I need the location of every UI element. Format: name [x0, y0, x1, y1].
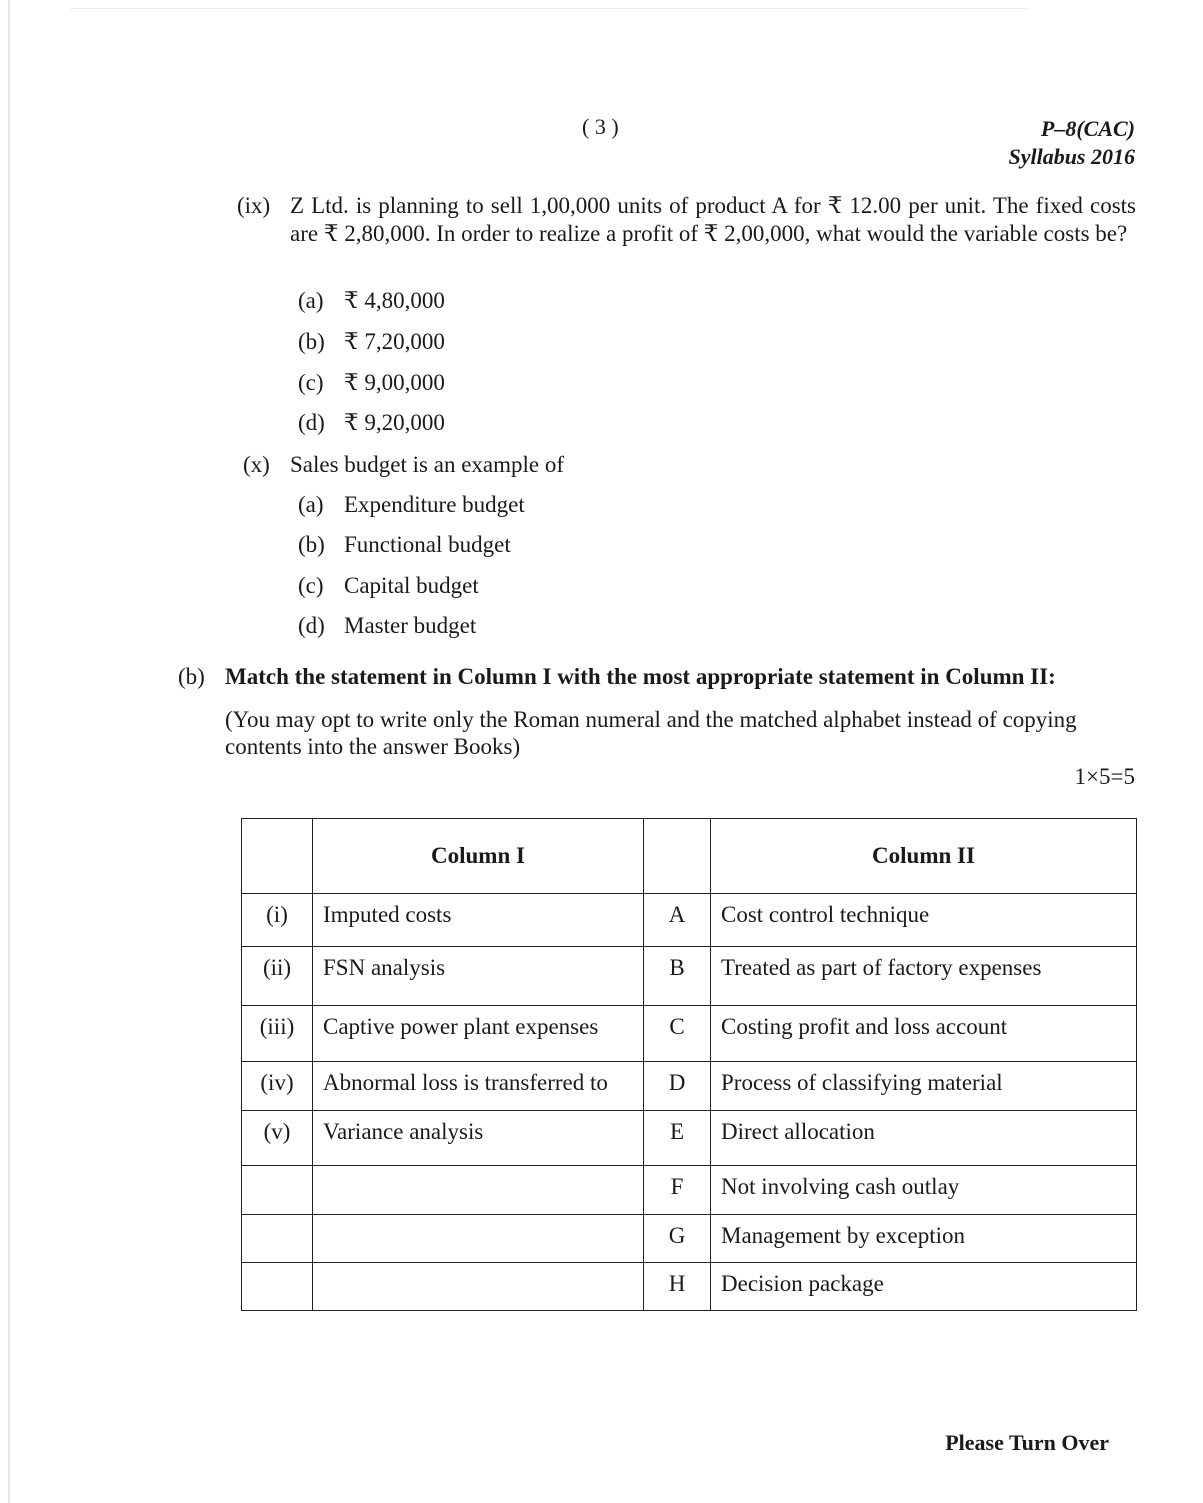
column-i-cell — [313, 1215, 644, 1263]
option-label: (d) — [298, 613, 325, 638]
please-turn-over: Please Turn Over — [945, 1430, 1109, 1455]
option-label: (d) — [298, 410, 325, 435]
table-row — [242, 1006, 1137, 1062]
column-ii-cell: Cost control technique — [711, 894, 1137, 947]
option — [298, 572, 479, 600]
row-letter: C — [644, 1006, 711, 1062]
option-text: ₹ 9,20,000 — [344, 410, 445, 435]
section-title: Match the statement in Column I with the most appropriate statement in Column II: — [225, 664, 1056, 689]
option-label: (c) — [298, 370, 324, 395]
option — [298, 491, 525, 519]
option-text: Functional budget — [344, 532, 511, 557]
syllabus-label: Syllabus 2016 — [1008, 144, 1135, 169]
column-ii-cell: Process of classifying material — [711, 1062, 1137, 1111]
row-numeral — [242, 1166, 313, 1215]
column-i-cell: Abnormal loss is transferred to — [313, 1062, 644, 1111]
column-ii-cell: Management by exception — [711, 1215, 1137, 1263]
row-letter: F — [644, 1166, 711, 1215]
table-row — [242, 1215, 1137, 1263]
scan-top-line — [70, 8, 1030, 9]
row-numeral: (i) — [242, 894, 313, 947]
paper-code: P–8(CAC) — [1040, 116, 1135, 141]
option-label: (a) — [298, 288, 324, 313]
row-numeral — [242, 1215, 313, 1263]
page-number: ( 3 ) — [582, 114, 619, 139]
question-text: Sales budget is an example of — [290, 452, 565, 477]
marks-label: 1×5=5 — [1074, 764, 1135, 789]
row-numeral: (iv) — [242, 1062, 313, 1111]
row-letter: A — [644, 894, 711, 947]
column-i-cell: Variance analysis — [313, 1111, 644, 1166]
column-i-header: Column I — [313, 819, 644, 894]
paper-code-block — [1008, 115, 1135, 171]
column-ii-cell: Costing profit and loss account — [711, 1006, 1137, 1062]
table-row — [242, 1111, 1137, 1166]
row-letter: D — [644, 1062, 711, 1111]
column-i-cell — [313, 1263, 644, 1311]
row-numeral: (ii) — [242, 947, 313, 1006]
column-i-cell — [313, 1166, 644, 1215]
column-i-cell: Imputed costs — [313, 894, 644, 947]
match-table — [241, 818, 1137, 1311]
option-text: Capital budget — [344, 573, 479, 598]
option-text: Expenditure budget — [344, 492, 525, 517]
row-letter: E — [644, 1111, 711, 1166]
option-label: (a) — [298, 492, 324, 517]
table-row — [242, 1166, 1137, 1215]
table-row — [242, 1062, 1137, 1111]
question-number: (x) — [243, 452, 270, 477]
table-row — [242, 1263, 1137, 1311]
option-text: ₹ 9,00,000 — [344, 370, 445, 395]
option-text: Master budget — [344, 613, 477, 638]
row-letter: H — [644, 1263, 711, 1311]
row-numeral: (v) — [242, 1111, 313, 1166]
scan-edge — [8, 0, 10, 1503]
option-label: (c) — [298, 573, 324, 598]
table-row — [242, 894, 1137, 947]
option-text: ₹ 7,20,000 — [344, 329, 445, 354]
option — [298, 369, 445, 397]
column-ii-header: Column II — [711, 819, 1137, 894]
table-row — [242, 947, 1137, 1006]
option — [298, 409, 445, 437]
column-i-cell: FSN analysis — [313, 947, 644, 1006]
column-ii-cell: Direct allocation — [711, 1111, 1137, 1166]
header-cell-empty — [644, 819, 711, 894]
option-label: (b) — [298, 532, 325, 557]
section-number: (b) — [178, 664, 205, 689]
question-text: Z Ltd. is planning to sell 1,00,000 units of product A for ₹ 12.00 per unit. The fixed costs are ₹ 2,80,000. In order to realize a profit of ₹ 2,00,000, what would the variable costs be? — [290, 193, 1136, 246]
column-ii-cell: Not involving cash outlay — [711, 1166, 1137, 1215]
option — [298, 612, 476, 640]
option — [298, 287, 445, 315]
header-cell-empty — [242, 819, 313, 894]
option-label: (b) — [298, 329, 325, 354]
instruction-text: (You may opt to write only the Roman numeral and the matched alphabet instead of copying contents into the answer Books) — [225, 707, 1077, 759]
column-ii-cell: Decision package — [711, 1263, 1137, 1311]
row-numeral: (iii) — [242, 1006, 313, 1062]
option — [298, 328, 445, 356]
option — [298, 531, 511, 559]
column-i-cell: Captive power plant expenses — [313, 1006, 644, 1062]
row-numeral — [242, 1263, 313, 1311]
option-text: ₹ 4,80,000 — [344, 288, 445, 313]
row-letter: B — [644, 947, 711, 1006]
row-letter: G — [644, 1215, 711, 1263]
question-number: (ix) — [237, 193, 271, 218]
column-ii-cell: Treated as part of factory expenses — [711, 947, 1137, 1006]
table-header-row — [242, 819, 1137, 894]
